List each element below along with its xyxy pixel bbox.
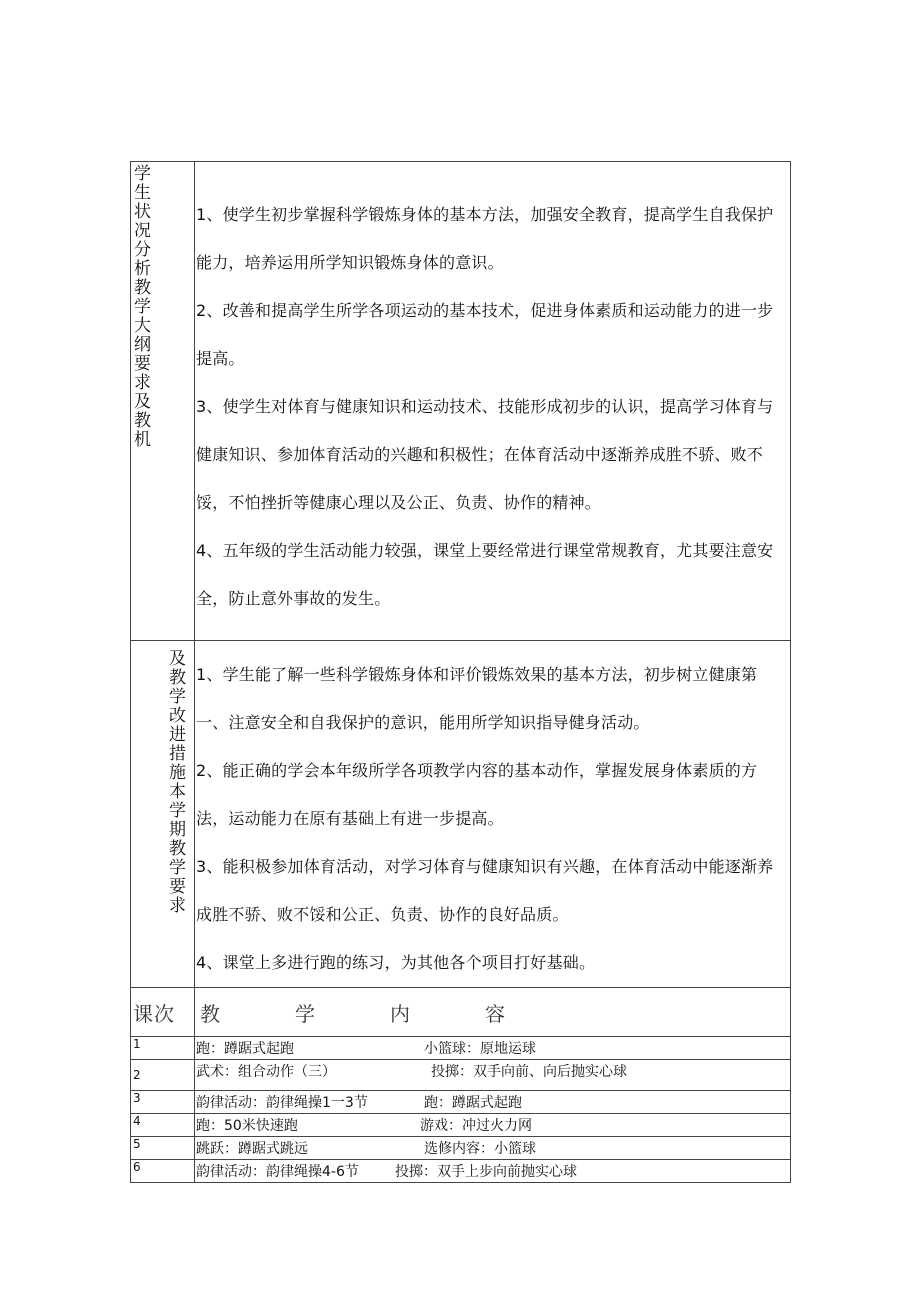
syllabus-table (130, 161, 791, 1183)
lesson-number: 6 (131, 1160, 195, 1183)
lesson-number: 5 (131, 1137, 195, 1160)
section-paragraph: 3、使学生对体育与健康知识和运动技术、技能形成初步的认识，提高学习体育与健康知识、参加体育活动的兴趣和积极性；在体育活动中逐渐养成胜不骄、败不馁，不怕挫折等健康心理以及公正、负责、协作的精神。 (196, 397, 774, 512)
lesson-number: 3 (131, 1091, 195, 1114)
lesson-number: 2 (131, 1060, 195, 1091)
lesson-item-a: 跳跃：蹲踞式跳远 (196, 1141, 308, 1157)
section-paragraph: 1、使学生初步掌握科学锻炼身体的基本方法，加强安全教育，提高学生自我保护能力，培养运用所学知识锻炼身体的意识。 (196, 205, 774, 272)
lesson-row (131, 1160, 791, 1183)
section-label: 学生状况分析教学大纲要求及教机 (134, 164, 151, 450)
lesson-item-b: 游戏：冲过火力网 (420, 1118, 532, 1134)
lesson-row (131, 1037, 791, 1060)
section-paragraph: 2、能正确的学会本年级所学各项教学内容的基本动作，掌握发展身体素质的方法，运动能力在原有基础上有进一步提高。 (196, 761, 758, 828)
section-label-cell (131, 162, 195, 641)
student-analysis-row (131, 162, 791, 641)
section-paragraph: 4、五年级的学生活动能力较强，课堂上要经常进行课堂常规教育，尤其要注意安全，防止意外事故的发生。 (196, 541, 774, 608)
section-content-cell (195, 641, 791, 988)
section-paragraph: 1、学生能了解一些科学锻炼身体和评价锻炼效果的基本方法，初步树立健康第一、注意安全和自我保护的意识，能用所学知识指导健身活动。 (196, 665, 758, 732)
lesson-item-b: 投掷：双手向前、向后抛实心球 (431, 1064, 627, 1080)
lesson-row (131, 1091, 791, 1114)
lesson-content (195, 1137, 791, 1160)
lesson-number: 1 (131, 1037, 195, 1060)
lesson-content (195, 1160, 791, 1183)
lesson-item-b: 选修内容：小篮球 (424, 1141, 536, 1157)
lesson-number-header: 课次 (131, 988, 195, 1037)
section-paragraph: 4、课堂上多进行跑的练习，为其他各个项目打好基础。 (196, 953, 596, 972)
section-paragraph: 3、能积极参加体育活动，对学习体育与健康知识有兴趣，在体育活动中能逐渐养成胜不骄、败不馁和公正、负责、协作的良好品质。 (196, 857, 774, 924)
lesson-content (195, 1037, 791, 1060)
section-content-cell (195, 162, 791, 641)
lesson-item-a: 跑：50米快速跑 (196, 1118, 298, 1134)
section-paragraph: 2、改善和提高学生所学各项运动的基本技术，促进身体素质和运动能力的进一步提高。 (196, 301, 774, 368)
lesson-item-b: 投掷：双手上步向前抛实心球 (395, 1164, 577, 1180)
teaching-requirements-row (131, 641, 791, 988)
syllabus-document (130, 161, 790, 1183)
section-label: 及教学改进措施本学期教学要求 (169, 649, 186, 916)
lesson-item-b: 跑：蹲踞式起跑 (424, 1095, 522, 1111)
lesson-item-a: 武术：组合动作（三） (196, 1064, 336, 1080)
lesson-row (131, 1114, 791, 1137)
lesson-header-row (131, 988, 791, 1037)
lesson-row (131, 1137, 791, 1160)
lesson-content-header: 教 学 内 容 (195, 988, 791, 1037)
lesson-item-b: 小篮球：原地运球 (424, 1041, 536, 1057)
section-label-cell (131, 641, 195, 988)
lesson-item-a: 跑：蹲踞式起跑 (196, 1041, 294, 1057)
lesson-content (195, 1060, 791, 1091)
lesson-content (195, 1114, 791, 1137)
lesson-number: 4 (131, 1114, 195, 1137)
lesson-item-a: 韵律活动：韵律绳操4-6节 (196, 1164, 359, 1180)
lesson-content (195, 1091, 791, 1114)
lesson-row (131, 1060, 791, 1091)
lesson-item-a: 韵律活动：韵律绳操1一3节 (196, 1095, 368, 1111)
